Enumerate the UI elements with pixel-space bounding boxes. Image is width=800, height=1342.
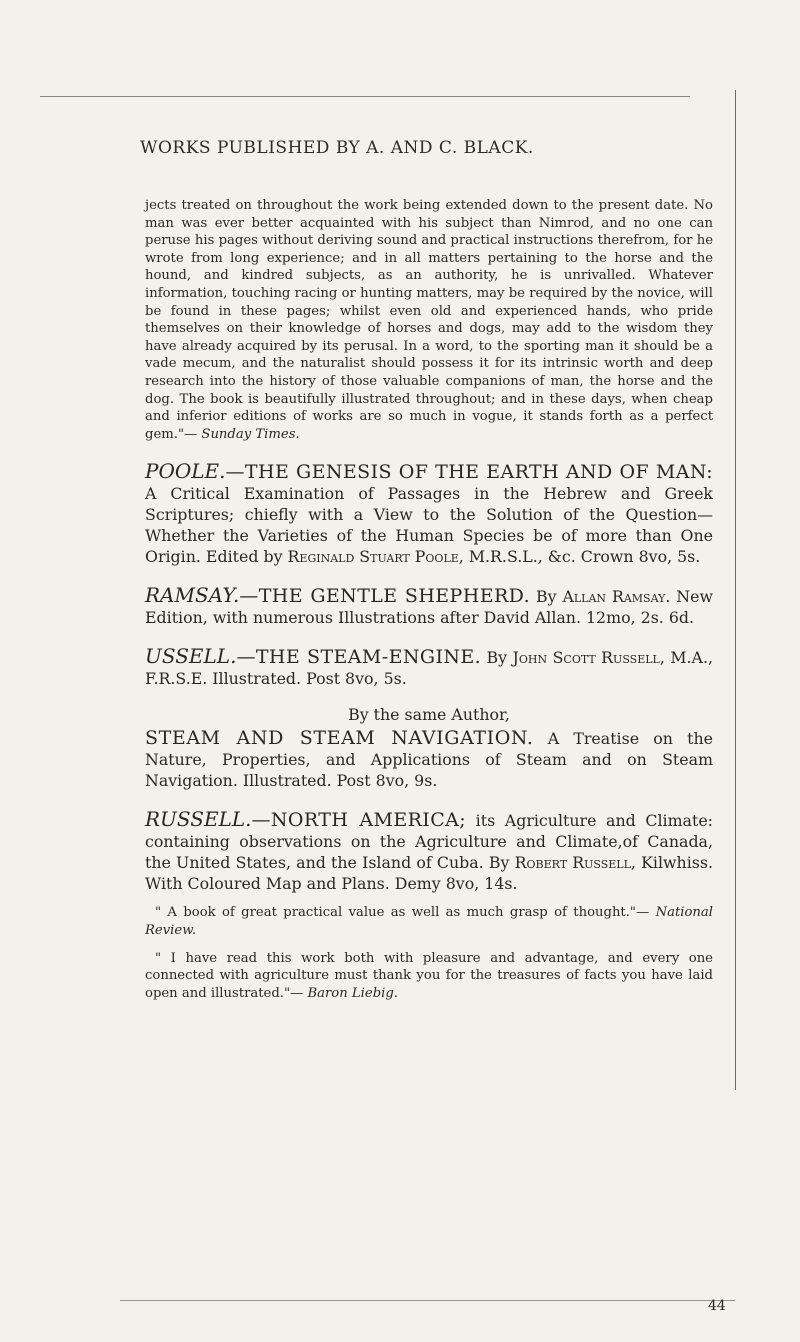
entry-by: By <box>481 648 513 668</box>
entry-poole <box>145 461 713 567</box>
page-number: 44 <box>708 1298 726 1314</box>
entry-author: POOLE. <box>145 459 226 484</box>
review-liebig <box>145 950 713 1003</box>
review-text: " I have read this work both with pleasure and advantage, and every one connected with agriculture must thank you for the treasures of facts you have laid open and illustrated."— <box>145 950 713 1001</box>
continued-review <box>145 197 713 443</box>
entry-details: , Kilwhiss. With Coloured Map and Plans. Demy 8vo, 14s. <box>145 853 713 894</box>
entry-name: Allan Ramsay <box>562 587 666 607</box>
entry-subtitle: STEAM AND STEAM NAVIGATION. <box>145 727 534 750</box>
entry-author: RAMSAY. <box>145 583 240 608</box>
entry-steam-navigation <box>145 728 713 791</box>
review-source: Baron Liebig. <box>307 985 398 1001</box>
entry-details: , M.A., F.R.S.E. Illustrated. Post 8vo, 5s. <box>145 648 713 689</box>
entry-details: . New Edition, with numerous Illustrations after David Allan. 12mo, 2s. 6d. <box>145 587 713 628</box>
entry-description: its Agriculture and Climate: containing observations on the Agriculture and Climate,of Canada, the United States, and the Island of Cuba. By <box>145 811 713 873</box>
entry-details: A Treatise on the Nature, Properties, and Applications of Steam and on Steam Navigation. Illustrated. Post 8vo, 9s. <box>145 729 713 791</box>
page-frame-edge <box>735 90 736 1090</box>
running-header: WORKS PUBLISHED BY A. AND C. BLACK. <box>140 138 534 158</box>
bottom-rule <box>120 1300 735 1301</box>
entry-title: —NORTH AMERICA; <box>251 809 467 832</box>
entry-description: A Critical Examination of Passages in the Hebrew and Greek Scriptures; chiefly with a View to the Solution of the Question—Whether the Varieties of the Human Species be of more than One Origin. Edited by <box>145 484 713 567</box>
review-source: Sunday Times. <box>201 426 300 442</box>
entry-russell-north-america <box>145 809 713 894</box>
entry-editor: Reginald Stuart Poole <box>287 547 459 567</box>
review-national <box>145 904 713 939</box>
entry-title: —THE STEAM-ENGINE. <box>236 646 482 669</box>
entry-author: RUSSELL. <box>145 807 252 832</box>
entry-by: By <box>530 587 563 607</box>
review-text: jects treated on throughout the work being extended down to the present date. No man was ever better acquainted with his subject than Nimrod, and no one can peruse his pages without deriving sound and practical instructions therefrom, for he wrote from long experience; and in all matters pertaining to the horse and the hound, and kindred subjects, as an authority, he is unrivalled. Whatever information, touching racing or hunting matters, may be required by the novice, will be found in these pages; whilst even old and experienced hands, who pride themselves on their knowledge of horses and dogs, may add to the wisdom they have already acquired by its perusal. In a word, to the sporting man it should be a vade mecum, and the naturalist should possess it for its intrinsic worth and deep research into the history of those valuable companions of man, the horse and the dog. The book is beautifully illustrated throughout; and in these days, when cheap and inferior editions of works are so much in vogue, it stands forth as a perfect gem."— <box>145 198 713 442</box>
entry-russell-steam-engine <box>145 646 713 689</box>
entry-title: —THE GENESIS OF THE EARTH AND OF MAN: <box>225 461 713 484</box>
entry-ramsay <box>145 585 713 628</box>
entry-name: John Scott Russell <box>512 648 660 668</box>
entry-name: Robert Russell <box>514 853 631 873</box>
review-text: " A book of great practical value as well as much grasp of thought."— <box>155 905 650 921</box>
entry-title: —THE GENTLE SHEPHERD. <box>239 585 531 608</box>
entry-details: , M.R.S.L., &c. Crown 8vo, 5s. <box>458 547 701 567</box>
page-body <box>145 197 713 1002</box>
entry-author: USSELL. <box>145 644 237 669</box>
top-rule <box>40 96 690 97</box>
review-source: National Review. <box>145 905 713 938</box>
same-author-byline: By the same Author, <box>348 705 510 725</box>
